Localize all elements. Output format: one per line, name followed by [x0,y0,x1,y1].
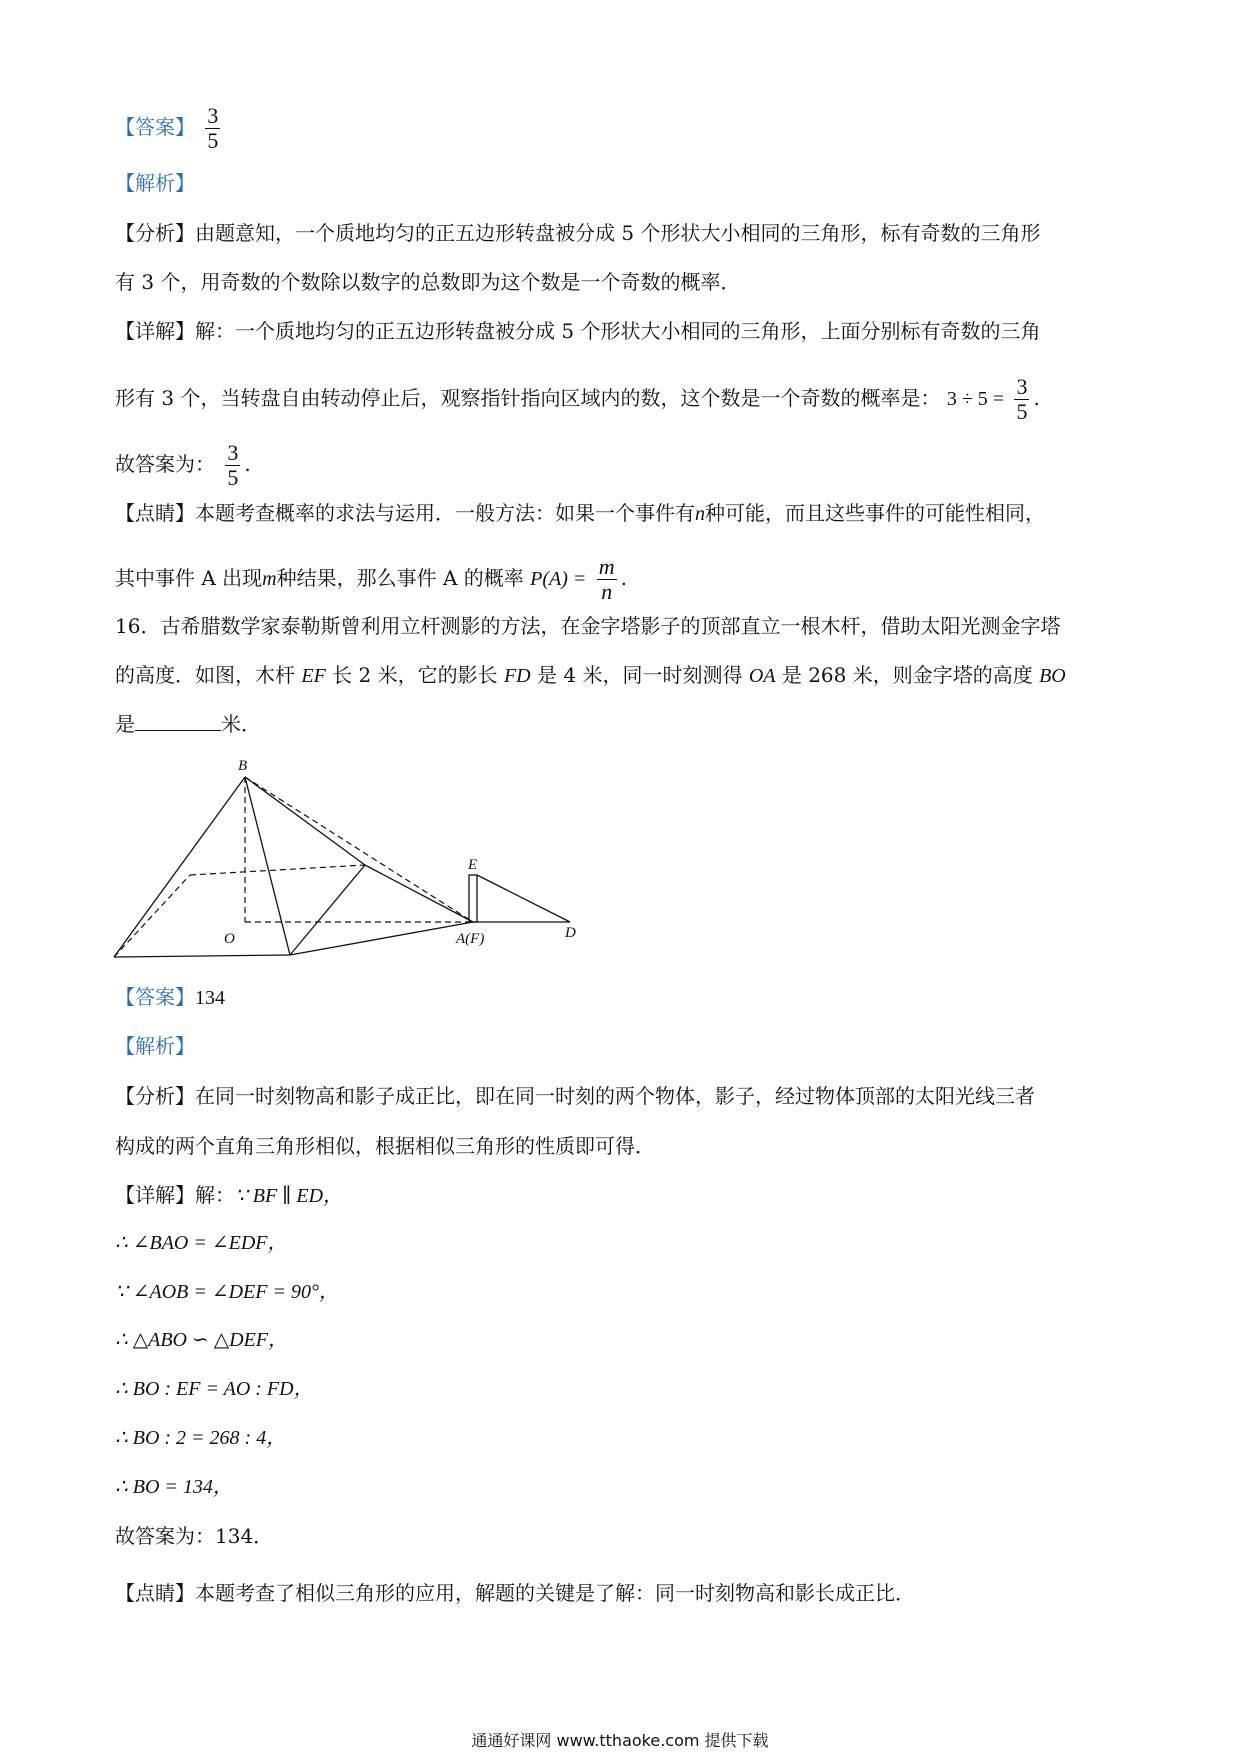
answer-blank [135,710,221,731]
q16-analysis-tag: 【解析】 [115,1034,195,1058]
answer-fraction: $\frac{3}{5}$ [207,103,219,153]
answer-tag: 【答案】 [115,115,195,139]
q15-xiangjie-line-1: 【详解】解：一个质地均匀的正五边形转盘被分成 5 个形状大小相同的三角形，上面分别标有奇数的三角 [115,319,1041,343]
shadow-right [365,865,473,922]
page-footer: 通通好课网 www.tthaoke.com 提供下载 [471,1731,769,1750]
q16-fenxi-line-1: 【分析】在同一时刻物高和影子成正比，即在同一时刻的两个物体，影子，经过物体顶部的太阳光线三者 [115,1084,1035,1108]
answer-tag: 【答案】 [115,985,195,1009]
pyramid-figure [100,755,600,970]
q16-fenxi-line-2: 构成的两个直角三角形相似，根据相似三角形的性质即可得． [115,1134,655,1158]
base-back [190,865,365,875]
edge-b-left [114,777,245,957]
q16-stem-line-3: 是 米． [115,712,261,736]
dianjing-tag: 【点睛】 [115,1581,195,1605]
q15-xiangjie-line-2: 形有 3 个，当转盘自由转动停止后，观察指针指向区域内的数，这个数是一个奇数的概率是： 3 ÷ 5 = $\frac{3}{5}$ . [115,374,1040,424]
label-d: D [565,925,576,941]
edge-b-front [245,777,290,955]
probability-fraction: $\frac{m}{n}$ [598,554,615,604]
q16-step-4: ∴ △ABO ∽ △DEF， [115,1329,288,1351]
dianjing-tag: 【点睛】 [115,501,195,525]
label-af: A(F) [456,931,485,947]
q16-answer-line: 【答案】134 [115,985,225,1009]
edge-b-right [245,777,365,865]
q15-analysis-tag: 【解析】 [115,171,195,195]
pole-ef [469,875,477,922]
xiangjie-tag: 【详解】 [115,319,195,343]
q16-xiangjie-line: 【详解】解：∵ BF ∥ ED， [115,1183,344,1207]
q15-conclusion: 故答案为： $\frac{3}{5}$ . [115,440,251,490]
label-b: B [238,758,248,774]
q15-dianjing-line-2: 其中事件 A 出现m种结果，那么事件 A 的概率 P(A) = $\frac{m}{n}$ . [115,554,628,604]
label-e: E [468,857,478,873]
conclusion-fraction: $\frac{3}{5}$ [227,440,239,490]
fenxi-tag: 【分析】 [115,1084,195,1108]
fenxi-tag: 【分析】 [115,221,195,245]
q16-stem-line-2: 的高度．如图，木杆 EF 长 2 米，它的影长 FD 是 4 米，同一时刻测得 OA 是 268 米，则金字塔的高度 BO [115,663,1066,687]
base-back-left [114,875,190,957]
q16-stem-line-1: 16．古希腊数学家泰勒斯曾利用立杆测影的方法，在金字塔影子的顶部直立一根木杆，借助太阳光测金字塔 [115,614,1061,638]
q16-step-7: ∴ BO = 134， [115,1476,233,1498]
shadow-front [290,922,473,955]
q16-step-3: ∵ ∠AOB = ∠DEF = 90°， [115,1281,339,1303]
q16-step-6: ∴ BO : 2 = 268 : 4， [115,1427,287,1449]
base-right [290,865,365,955]
xiangjie-tag: 【详解】 [115,1183,195,1207]
q15-answer-line [115,104,224,153]
q16-dianjing-line: 【点睛】本题考查了相似三角形的应用，解题的关键是了解：同一时刻物高和影长成正比． [115,1581,915,1605]
sun-ray-ba [245,777,473,922]
xiangjie-fraction: $\frac{3}{5}$ [1016,374,1028,424]
q15-fenxi-line-2: 有 3 个，用奇数的个数除以数字的总数即为这个数是一个奇数的概率． [115,270,741,294]
q16-step-2: ∴ ∠BAO = ∠EDF， [115,1232,288,1254]
q15-fenxi-line-1: 【分析】由题意知，一个质地均匀的正五边形转盘被分成 5 个形状大小相同的三角形，标有奇数的三角形 [115,221,1041,245]
sun-ray-ed [477,875,570,922]
base-front [114,955,290,957]
q16-step-5: ∴ BO : EF = AO : FD， [115,1378,314,1400]
q16-conclusion: 故答案为：134． [115,1524,274,1548]
q15-dianjing-line-1: 【点睛】本题考查概率的求法与运用．一般方法：如果一个事件有n种可能，而且这些事件的可能性相同， [115,501,1045,525]
label-o: O [224,931,235,947]
